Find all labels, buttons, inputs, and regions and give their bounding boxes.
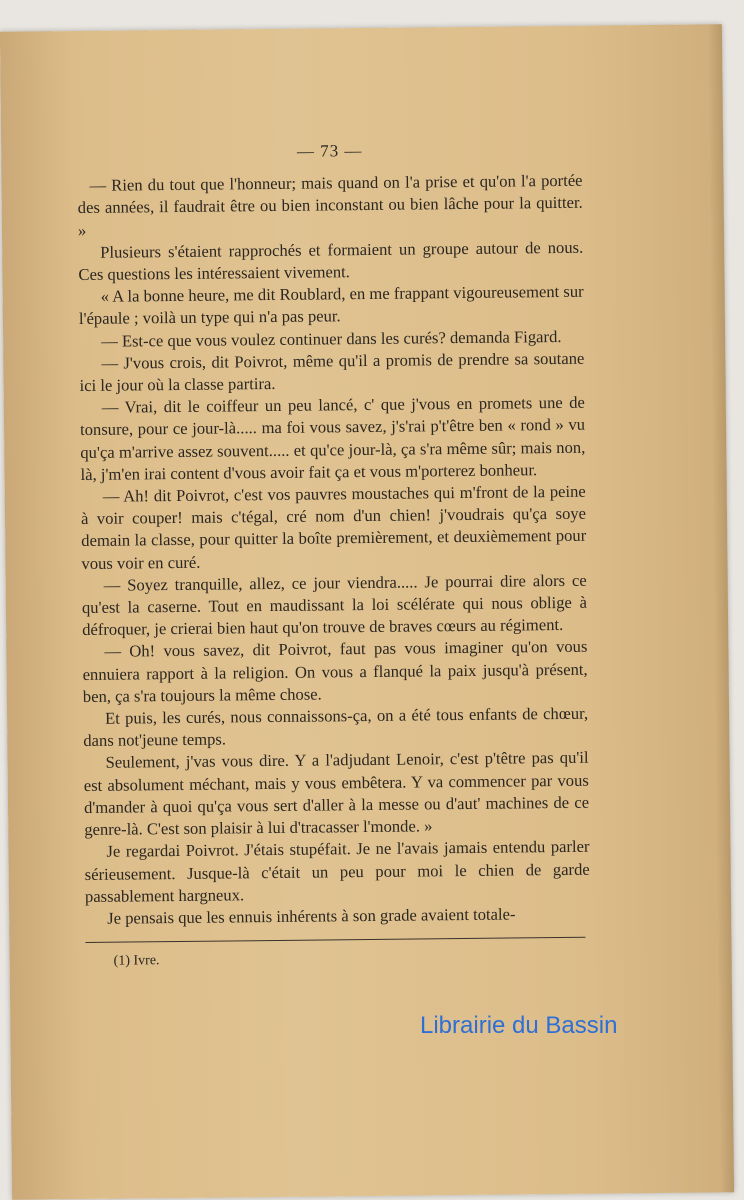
paragraph-6: — Vrai, dit le coiffeur un peu lancé, c' que j'vous en promets une de tonsure, pour ce jour-là..... ma foi vous savez, j's'rai p't'être ben « rond » vu qu'ça m'arrive assez souvent..... et qu'ce jour-là, ça s'ra même sûr; mais non, là, j'm'en irai content d'vous avoir fait ça et vous m'porterez bonheur.	[79, 392, 586, 484]
watermark-text: Librairie du Bassin	[420, 1012, 618, 1039]
paragraph-2: Plusieurs s'étaient rapprochés et formaient un groupe autour de nous. Ces questions les intéressaient vivement.	[78, 237, 584, 285]
paragraph-1: — Rien du tout que l'honneur; mais quand on l'a prise et qu'on l'a portée des années, il faudrait être ou bien inconstant ou bien lâche pour la quitter. »	[77, 170, 583, 240]
page-number: — 73 —	[296, 141, 363, 161]
paragraph-3: « A la bonne heure, me dit Roublard, en me frappant vigoureusement sur l'épaule ; voilà un type qui n'a pas peur.	[78, 281, 584, 329]
page-text	[77, 138, 591, 974]
paragraph-13: Je pensais que les ennuis inhérents à son grade avaient totale-	[107, 904, 516, 928]
paragraph-8: — Soyez tranquille, allez, ce jour viendra..... Je pourrai dire alors ce qu'est la caserne. Tout en maudissant la loi scélérate qui nous oblige à défroquer, je crierai bien haut qu'on trouve de braves cœurs au régiment.	[81, 570, 588, 640]
footnote-divider	[85, 937, 585, 943]
paragraph-11: Seulement, j'vas vous dire. Y a l'adjudant Lenoir, c'est p'têtre pas qu'il est absolument méchant, mais y vous embêtera. Y va commencer par vous d'mander à quoi qu'ça vous sert d'aller à la messe ou d'aut' machines de ce genre-là. C'est son plaisir à lui d'tracasser l'monde. »	[83, 748, 590, 840]
book-page	[0, 24, 734, 1199]
paragraph-7: — Ah! dit Poivrot, c'est vos pauvres moustaches qui m'front de la peine à voir couper! mais c'tégal, cré nom d'un chien! j'voudrais qu'ça soye demain la classe, pour quitter la boîte premièrement, et deuxièmement pour vous voir en curé.	[80, 481, 587, 573]
page-edge-shadow	[708, 24, 734, 1192]
paragraph-4: — Est-ce que vous voulez continuer dans les curés? demanda Figard.	[101, 326, 562, 351]
footnote: (1) Ivre.	[113, 953, 160, 969]
paragraph-12: Je regardai Poivrot. J'étais stupéfait. Je ne l'avais jamais entendu parler sérieusement. Jusque-là c'était un peu pour moi le chien de garde passablement hargneux.	[84, 836, 590, 906]
paragraph-10: Et puis, les curés, nous connaissons-ça, on a été tous enfants de chœur, dans not'jeune temps.	[83, 703, 589, 751]
paragraph-9: — Oh! vous savez, dit Poivrot, faut pas vous imaginer qu'on vous ennuiera rapport à la religion. On vous a flanqué la paix jusqu'à présent, ben, ça s'ra toujours la même chose.	[82, 637, 588, 706]
paragraph-5: — J'vous crois, dit Poivrot, même qu'il a promis de prendre sa soutane ici le jour où la classe partira.	[79, 348, 585, 396]
